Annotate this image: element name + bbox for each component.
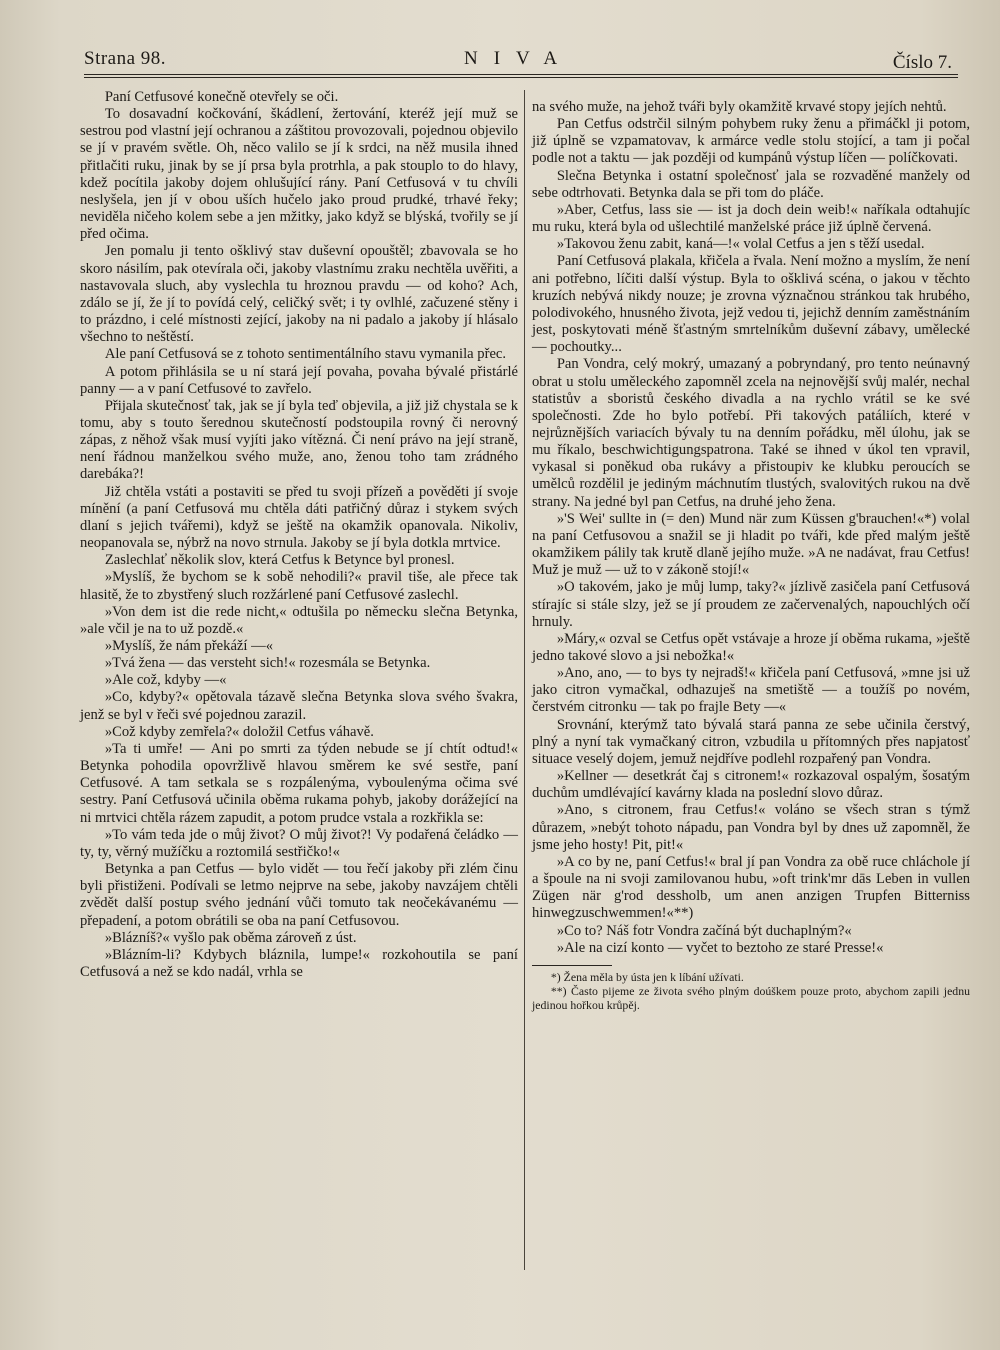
paragraph: »Ale což, kdyby —« xyxy=(104,672,227,689)
paragraph: To dosavadní kočkování, škádlení, žertování, kteréž její muž se sestrou pod vlastní její ochranou a záštitou provozovali, pojednou objevilo se jí v pravém světle. Oh, něco valilo se jí k srdci, na něž musila ihned přitlačiti ruku, jinak by se jí prsa byla protrhla, a pak stouplo to do hlavy, kdež pocítila jakoby dojem ohlušující rány. Paní Cetfusová v tu chvíli neslyšela, jen jí v obou uších hučelo jako proud prudké, trhavé řeky; neviděla ničeho kolem sebe a jen mžitky, jako když se blýská, tvořily se jí před očima. xyxy=(80,106,518,243)
paragraph: Ale paní Cetfusová se z tohoto sentimentálního stavu vymanila přec. xyxy=(104,346,507,363)
left-column xyxy=(80,89,518,981)
paragraph: »Myslíš, že nám překáží —« xyxy=(104,638,274,654)
paragraph: »O takovém, jako je můj lump, taky?« jízlivě zasičela paní Cetfusová stírajíc si stále slzy, jež se jí proudem ze začervenalých, napouchlých očí hrnuly. xyxy=(532,579,970,630)
paragraph: »Co to? Náš fotr Vondra začíná být duchaplným?« xyxy=(556,922,852,939)
journal-title: NIVA xyxy=(464,48,574,69)
paragraph: »Takovou ženu zabit, kaná—!« volal Cetfus a jen s těží usedal. xyxy=(556,236,925,253)
paragraph: »Myslíš, že bychom se k sobě nehodili?« pravil tiše, ale přece tak hlasitě, že to zbystřený sluch rozžárlené paní Cetfusové zaslechl. xyxy=(80,569,518,603)
paragraph: Již chtěla vstáti a postaviti se před tu svoji přízeň a pověděti jí svoje mínění (a paní Cetfusová mu chtěla dáti patřičný důraz i stykem svých dlaní s jejich tvářemi), když se ještě na okamžik opanovala. Nikoliv, neopanovala se, nýbrž na novo strnula. Jakoby se jí byla dotkla mrtvice. xyxy=(80,483,518,552)
paragraph: Betynka a pan Cetfus — bylo vidět — tou řečí jakoby při zlém činu byli přistiženi. Podívali se letmo nejprve na sebe, jakoby navzájem chtěli zvědět další postup svého jednání vůči tomuto tak neočekávanému — přepadení, a potom obrátili se oba na paní Cetfusovou. xyxy=(80,861,518,929)
column-divider xyxy=(524,90,525,1270)
paragraph: »'S Wei' sullte in (= den) Mund när zum Küssen g'brauchen!«*) volal na paní Cetfusovou a snažil se ji hladit po tváři, kde před malým ještě okamžikem pálily tak krutě dlaně jejího muže. »A ne nadávat, frau Cetfus! Muž je muž — už to v zákoně stojí!« xyxy=(532,510,970,579)
paragraph: »Ano, ano, — to bys ty nejradš!« křičela paní Cetfusová, »mne jsi už jako citron vymačkal, odhazuješ na smetiště — a toužíš po novém, čerstvém citronku — tak po frajle Bety —« xyxy=(532,665,970,716)
paragraph: »Aber, Cetfus, lass sie — ist ja doch dein weib!« naříkala odtahujíc mu ruku, která byla od ušlechtilé manželské práce již úplně červená. xyxy=(532,201,970,236)
paragraph: Pan Cetfus odstrčil silným pohybem ruky ženu a přimáčkl ji potom, již úplně se vzpamatovav, k armárce vedle stolu stojící, a tam ji počal podle not a taktu — jak později od kumpánů výstup líčen — políčkovati. xyxy=(532,116,970,167)
paragraph: »Tvá žena — das versteht sich!« rozesmála se Betynka. xyxy=(104,655,431,672)
footnote: **) Často pijeme ze života svého plným doúškem pouze proto, abychom zapili jednu jedinou hořkou krůpěj. xyxy=(532,983,970,1012)
paragraph: »Kellner — desetkrát čaj s citronem!« rozkazoval ospalým, šosatým duchům umdlévající kavárny klada na poslední slovo důraz. xyxy=(532,768,970,802)
paragraph: »Ta ti umře! — Ani po smrti za týden nebude se jí chtít odtud!« Betynka pohodila opovržlivě hlavou směrem ke své sestře, paní Cetfusové. A tam setkala se s rozpálenýma, vyboulenýma očima své sestry. Paní Cetfusová učinila oběma rukama pohyb, jakoby dorážející na ni mrtvici chtěla rázem zapudit, a potom prudce vstala a rozkřikla se: xyxy=(80,740,518,826)
paragraph: Pan Vondra, celý mokrý, umazaný a pobryndaný, pro tento neúnavný obrat u stolu uměleckého zapomněl zcela na nejnovější svůj malér, nechal statistův a sboristů českého divadla a na rychlo vrátil se ke své společnosti. Zde ho bylo potřebí. Při takových patáliích, které v nejrůznějších variacích bývaly tu na denním pořádku, měl úlohu, jak se mu říkalo, beschwichtigungspatrona. Také se ihned v úkol ten vpravil, vykasal si poněkud oba rukávy a přistoupiv ke klubku peroucích se umělců rozdělil je jediným máchnutím tlustých, svalovitých rukou na dvě strany. Na jedné byl pan Cetfus, na druhé jeho žena. xyxy=(532,356,970,510)
paragraph: »Ano, s citronem, frau Cetfus!« voláno se všech stran s týmž důrazem, »nebýt tohoto nápadu, pan Vondra byl by dnes už zapomněl, že jsme jeho hosty! Pit, pit!« xyxy=(532,802,970,853)
header-rule xyxy=(84,74,958,78)
paragraph: Jen pomalu ji tento ošklivý stav duševní opouštěl; zbavovala se ho skoro násilím, pak otevírala oči, jakoby vlastnímu zraku nechtěla uvěřiti, a nastavovala sluch, aby vyslechla tu hroznou pravdu — od koho? Ach, zdálo se jí, že jí to povídá celý, celičký svět; i ty ovlhlé, začuzené stěny i to prázdno, i celé místnosti zející, jakoby na ni padalo a jakoby jí hlásalo všechno to neštěstí. xyxy=(80,243,518,346)
paragraph: »Máry,« ozval se Cetfus opět vstávaje a hroze jí oběma rukama, »ještě jedno takové slovo a jsi nebožka!« xyxy=(532,630,970,664)
paragraph: »Blázníš?« vyšlo pak oběma zároveň z úst. xyxy=(104,929,357,946)
paragraph: Paní Cetfusové konečně otevřely se oči. xyxy=(104,89,339,105)
paragraph: na svého muže, na jehož tváři byly okamžitě krvavé stopy jejích nehtů. xyxy=(532,99,947,115)
paragraph: Zaslechlať několik slov, která Cetfus k Betynce byl pronesl. xyxy=(104,552,455,569)
page-header xyxy=(84,44,952,76)
paragraph: Slečna Betynka i ostatní společnosť jala se rozvaděné manžely od sebe odtrhovati. Betynka dala se při tom do pláče. xyxy=(532,167,970,201)
paragraph: »Ale na cizí konto — vyčet to beztoho ze staré Presse!« xyxy=(556,939,884,956)
paragraph: »Von dem ist die rede nicht,« odtušila po německu slečna Betynka, »ale včil je na to už pozdě.« xyxy=(80,603,518,637)
paragraph: Paní Cetfusová plakala, křičela a řvala. Není možno a myslím, že není ani potřebno, líčiti další výstup. Byla to ošklivá scéna, o jakou v těchto kruzích nebývá nikdy nouze; je zrovna význačnou stránkou tak hrubého, polodivokého, hnusného života, jejž vedou ti, jejichž denním zaměstnáním jest, poskytovati méně šťastným smrtelníkům duševní zábavy, umělecké — pochoutky... xyxy=(532,253,970,356)
page-number: Strana 98. xyxy=(84,48,167,69)
paragraph: Přijala skutečnosť tak, jak se jí byla teď objevila, a již již chystala se k tomu, aby s touto šerednou skutečností podstoupila rovný či nerovný zápas, z něhož však musí vyjíti jako vítězná. Či není právo na její straně, není řádnou manželkou svého muže, ano, ženou toho tam zrádného darebáka?! xyxy=(80,397,518,483)
footnote: *) Žena měla by ústa jen k líbání užívati. xyxy=(550,969,744,984)
footnote-rule xyxy=(532,965,612,966)
issue-number: Číslo 7. xyxy=(892,52,952,73)
paragraph: Srovnání, kterýmž tato bývalá stará panna ze sebe učinila čerstvý, plný a nyní tak vymačkaný citron, vzbudila u přítomných přes napjatosť situace veselý dojem, jemuž nejdříve podlehl rozpařený pan Vondra. xyxy=(532,716,970,767)
paragraph: »Blázním-li? Kdybych bláznila, lumpe!« rozkohoutila se paní Cetfusová a než se kdo nadál, vrhla se xyxy=(80,946,518,980)
paragraph: »A co by ne, paní Cetfus!« bral jí pan Vondra za obě ruce chláchole jí a špoule na ni svoji zamilovanou hubu, »oft trink'mr dās Leben in vullen Zügen när g'rod dessholb, um anen anzigen Trupfen Bitterniss hinwegzuschwemmen!«**) xyxy=(532,853,970,922)
paragraph: »Což kdyby zemřela?« doložil Cetfus váhavě. xyxy=(104,723,374,740)
paragraph: »Co, kdyby?« opětovala tázavě slečna Betynka slova svého švakra, jenž se byl v řeči své pojednou zarazil. xyxy=(80,689,518,723)
paragraph: »To vám teda jde o můj život? O můj život?! Vy podařená čeládko — ty, ty, věrný mužíčku a roztomilá sestřičko!« xyxy=(80,826,518,860)
right-column xyxy=(532,99,970,1012)
paragraph: A potom přihlásila se u ní stará její povaha, povaha bývalé přistárlé panny — a v paní Cetfusové to zavřelo. xyxy=(80,363,518,397)
